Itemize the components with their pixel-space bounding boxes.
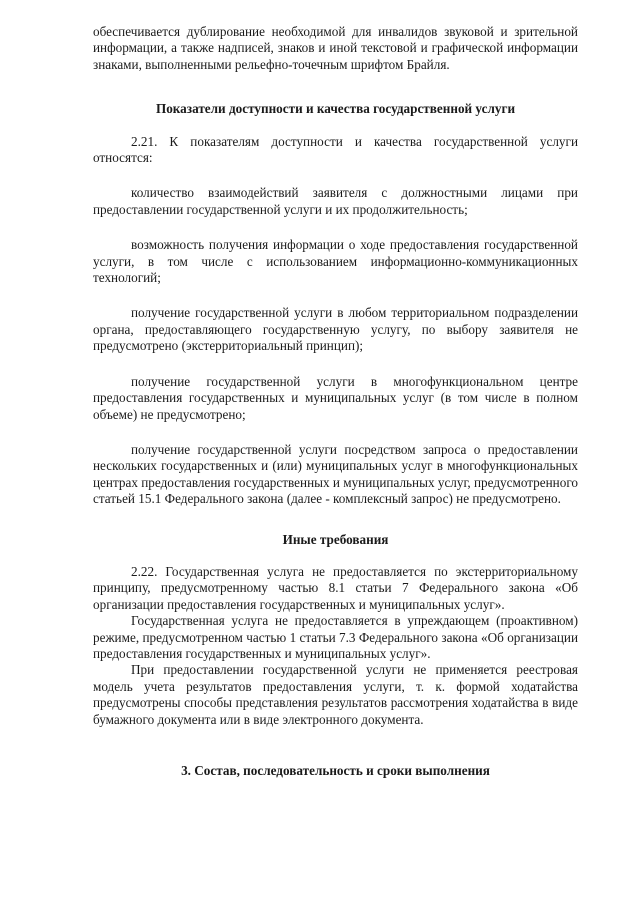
section-heading-other-requirements: Иные требования — [282, 531, 389, 547]
paragraph-complex-request: получение государственной услуги посредством запроса о предоставлении нескольких государственных и (или) муниципальных услуг в многофункциональных центрах предоставления государственных и муниципальных услуг, предусмотренного статьей 15.1 Федерального закона (далее - комплексный запрос) не предусмотрено. — [93, 441, 578, 507]
paragraph-interactions: количество взаимодействий заявителя с должностными лицами при предоставлении государственной услуги и их продолжительность; — [93, 185, 578, 217]
paragraph-mfc: получение государственной услуги в многофункциональном центре предоставления государственных и муниципальных услуг (в том числе в полном объеме) не предусмотрено; — [93, 373, 578, 422]
paragraph-registry-model: При предоставлении государственной услуги не применяется реестровая модель учета результатов предоставления услуги, т. к. формой ходатайства предусмотрены способы представления результатов рассмотрения ходатайства в виде бумажного документа или в виде электронного документа. — [93, 662, 578, 727]
paragraph-proactive: Государственная услуга не предоставляется в упреждающем (проактивном) режиме, предусмотренном частью 1 статьи 7.3 Федерального закона «Об организации предоставления государственных и муниципальных услуг». — [93, 613, 578, 661]
paragraph-territorial: получение государственной услуги в любом территориальном подразделении органа, предоставляющего государственную услугу, по выбору заявителя не предусмотрено (экстерриториальный принцип); — [93, 305, 578, 354]
paragraph-braille: обеспечивается дублирование необходимой для инвалидов звуковой и зрительной информации, а также надписей, знаков и иной текстовой и графической информации знаками, выполненными рельефно-точечным шрифтом Брайля. — [93, 24, 578, 72]
paragraph-2-21: 2.21. К показателям доступности и качества государственной услуги относятся: — [93, 133, 578, 166]
document-page — [93, 24, 578, 779]
section-heading-3: 3. Состав, последовательность и сроки выполнения — [181, 763, 490, 778]
paragraph-information: возможность получения информации о ходе предоставления государственной услуги, в том числе с использованием информационно-коммуникационных технологий; — [93, 237, 578, 286]
paragraph-2-22: 2.22. Государственная услуга не предоставляется по экстерриториальному принципу, предусмотренному частью 8.1 статьи 7 Федерального закона «Об организации предоставления государственных и муниципальных услуг». — [93, 563, 578, 612]
section-heading-accessibility: Показатели доступности и качества государственной услуги — [155, 101, 516, 117]
